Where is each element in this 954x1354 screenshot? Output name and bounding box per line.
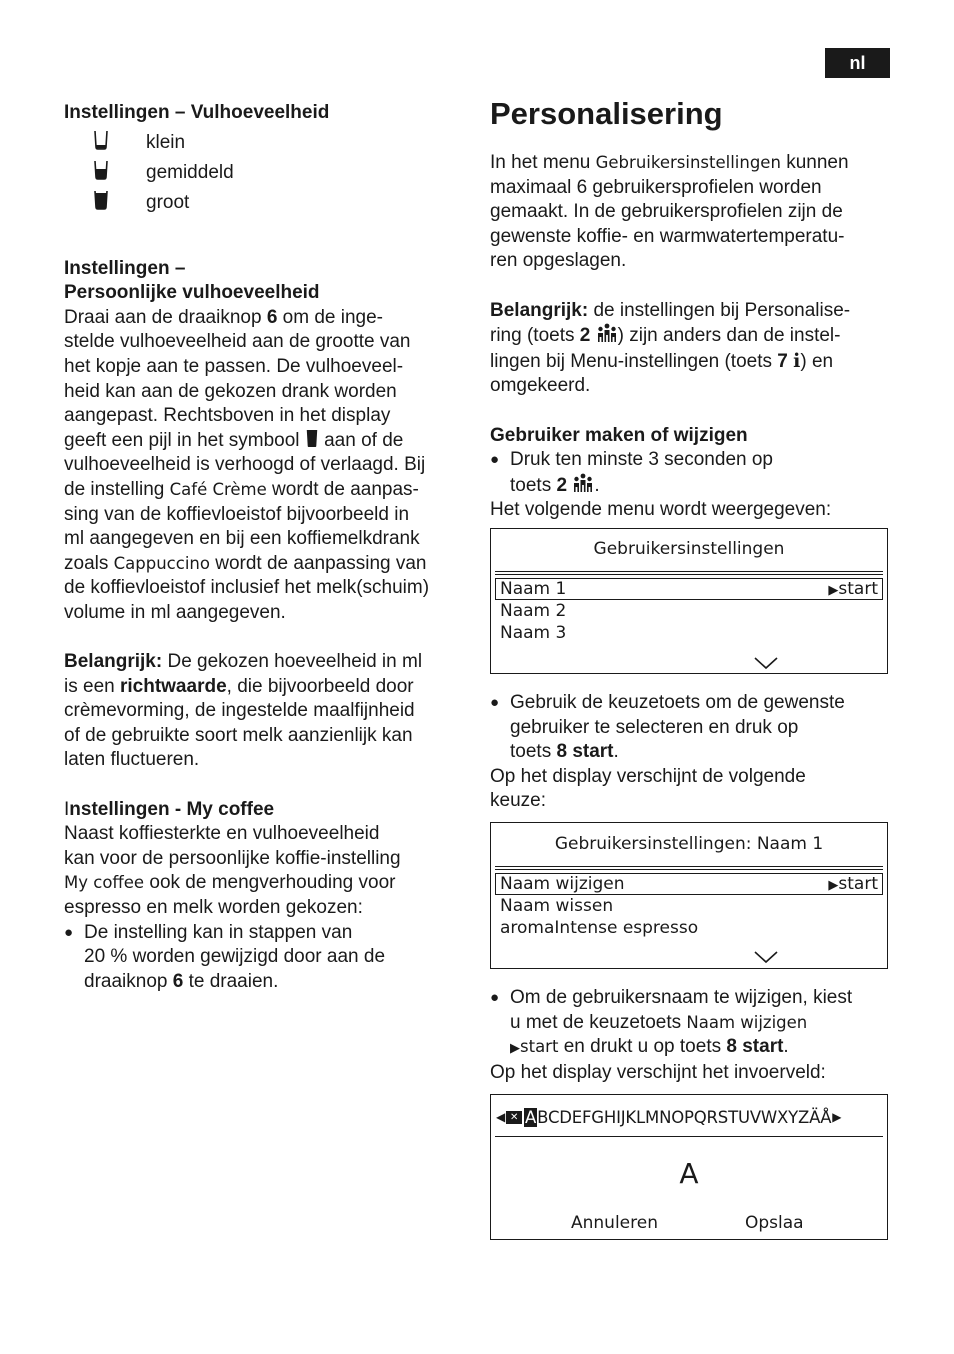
- my-coffee-heading: Instellingen - My coffee: [64, 798, 275, 820]
- cancel-button[interactable]: Annuleren: [571, 1213, 658, 1233]
- info-icon: i: [793, 349, 801, 372]
- chevron-down-icon: [753, 949, 779, 965]
- character-list[interactable]: BCDEFGHIJKLMNOPQRSTUVWXYZÄÅ: [537, 1107, 832, 1127]
- highlighted-character[interactable]: A: [525, 1107, 537, 1127]
- left-column: [64, 101, 464, 994]
- display-item[interactable]: Naam 2: [500, 601, 567, 621]
- language-badge: nl: [825, 48, 890, 78]
- my-coffee-bullet: ● De instelling kan in stappen van 20 % worden gewijzigd door aan de draaiknop 6 te draaien.: [64, 921, 464, 995]
- display-divider: [495, 571, 883, 575]
- fill-label-small: klein: [146, 132, 186, 154]
- cup-large-icon: [64, 190, 146, 218]
- backspace-icon[interactable]: ✕: [506, 1111, 522, 1124]
- fill-label-medium: gemiddeld: [146, 162, 234, 184]
- display-item[interactable]: aromaIntense espresso: [500, 918, 699, 938]
- play-icon: ▶: [828, 583, 839, 598]
- rename-bullet: ● Om de gebruikersnaam te wijzigen, kiest u met de keuzetoets Naam wijzigen ▶start en drukt u op toets 8 start.: [490, 986, 890, 1061]
- start-action: ▶start: [828, 874, 878, 894]
- cup-symbol-icon: [305, 430, 319, 451]
- display-selected-label: Naam wijzigen: [500, 874, 625, 894]
- entered-text: A: [679, 1157, 699, 1190]
- important-note-right: Belangrijk: de instellingen bij Personalise- ring (toets 2 ) zijn anders dan de instel- lingen bij Menu-instellingen (toets 7 i) en omgekeerd.: [490, 299, 851, 397]
- fill-heading: Instellingen – Vulhoeveelheid: [64, 102, 330, 123]
- intro-text: In het menu Gebruikersinstellingen kunnen maximaal 6 gebruikersprofielen worden gemaakt. In de gebruikersprofielen zijn de gewenste koffie- en warmwatertemperatu- ren opgeslagen.: [490, 152, 849, 272]
- create-user-bullet: ● Druk ten minste 3 seconden op toets 2 .: [490, 448, 890, 498]
- page-title: Personalisering: [490, 96, 723, 131]
- display-selected-row[interactable]: [495, 578, 883, 600]
- my-coffee-text: Naast koffiesterkte en vulhoeveelheid kan voor de persoonlijke koffie-instelling My coffee ook de mengverhouding voor espresso en melk worden gekozen:: [64, 823, 401, 919]
- character-selector[interactable]: [496, 1104, 883, 1130]
- display-item[interactable]: Naam wissen: [500, 896, 614, 916]
- fill-item-small: [64, 129, 464, 159]
- name-input-display: [490, 1094, 888, 1240]
- display-divider: [495, 1136, 883, 1137]
- right-text-2: [490, 691, 890, 814]
- create-user-heading: Gebruiker maken of wijzigen: [490, 424, 748, 446]
- display-selected-row[interactable]: [495, 873, 883, 895]
- cup-medium-icon: [64, 160, 146, 188]
- users-icon: [572, 475, 594, 496]
- fill-label-large: groot: [146, 192, 190, 214]
- important-note: Belangrijk: De gekozen hoeveelheid in ml is een richtwaarde, die bijvoorbeeld door crèmevorming, de ingestelde maalfijnheid of de gebruikte soort melk aanzienlijk kan laten fluctueren.: [64, 651, 423, 771]
- users-icon: [596, 325, 618, 346]
- right-text-3: [490, 986, 890, 1085]
- user-settings-display: [490, 528, 888, 674]
- choice-shown-text: Op het display verschijnt de volgende keuze:: [490, 765, 806, 812]
- chevron-down-icon: [753, 655, 779, 671]
- play-icon: ▶: [510, 1040, 520, 1056]
- start-action: ▶start: [828, 579, 878, 599]
- display-title: Gebruikersinstellingen: [593, 539, 785, 559]
- save-button[interactable]: Opslaa: [745, 1213, 804, 1233]
- fill-item-medium: [64, 159, 464, 189]
- select-user-bullet: ● Gebruik de keuzetoets om de gewenste gebruiker te selecteren en druk op toets 8 start.: [490, 691, 890, 765]
- arrow-left-icon[interactable]: ◀: [496, 1110, 506, 1124]
- display-divider: [495, 866, 883, 870]
- input-shown-text: Op het display verschijnt het invoerveld:: [490, 1061, 826, 1083]
- personal-fill-text: Draai aan de draaiknop 6 om de inge- stelde vulhoeveelheid aan de grootte van het kopje aan te passen. De vulhoeveel- heid kan aan de gekozen drank worden aangepast. Rechtsboven in het display geeft een pijl in het symbool aan of de vulhoeveelheid is verhoogd of verlaagd. Bij de instelling Café Crème wordt de aanpas- sing van de koffievloeistof bijvoorbeeld in ml aangegeven en bij een koffiemelkdrank zoals Cappuccino wordt de aanpassing van de koffievloeistof inclusief het melk(schuim) volume in ml aangegeven.: [64, 306, 430, 623]
- display-title: Gebruikersinstellingen: Naam 1: [554, 834, 824, 854]
- arrow-right-icon[interactable]: ▶: [832, 1110, 842, 1124]
- display-item[interactable]: Naam 3: [500, 623, 567, 643]
- right-text-1: [490, 151, 890, 523]
- display-selected-label: Naam 1: [500, 579, 567, 599]
- play-icon: ▶: [828, 878, 839, 893]
- cup-small-icon: [64, 130, 146, 158]
- menu-shown-text: Het volgende menu wordt weergegeven:: [490, 499, 832, 521]
- personal-fill-heading: Instellingen – Persoonlijke vulhoeveelheid: [64, 257, 320, 304]
- user-name-display: [490, 822, 888, 969]
- fill-item-large: [64, 189, 464, 219]
